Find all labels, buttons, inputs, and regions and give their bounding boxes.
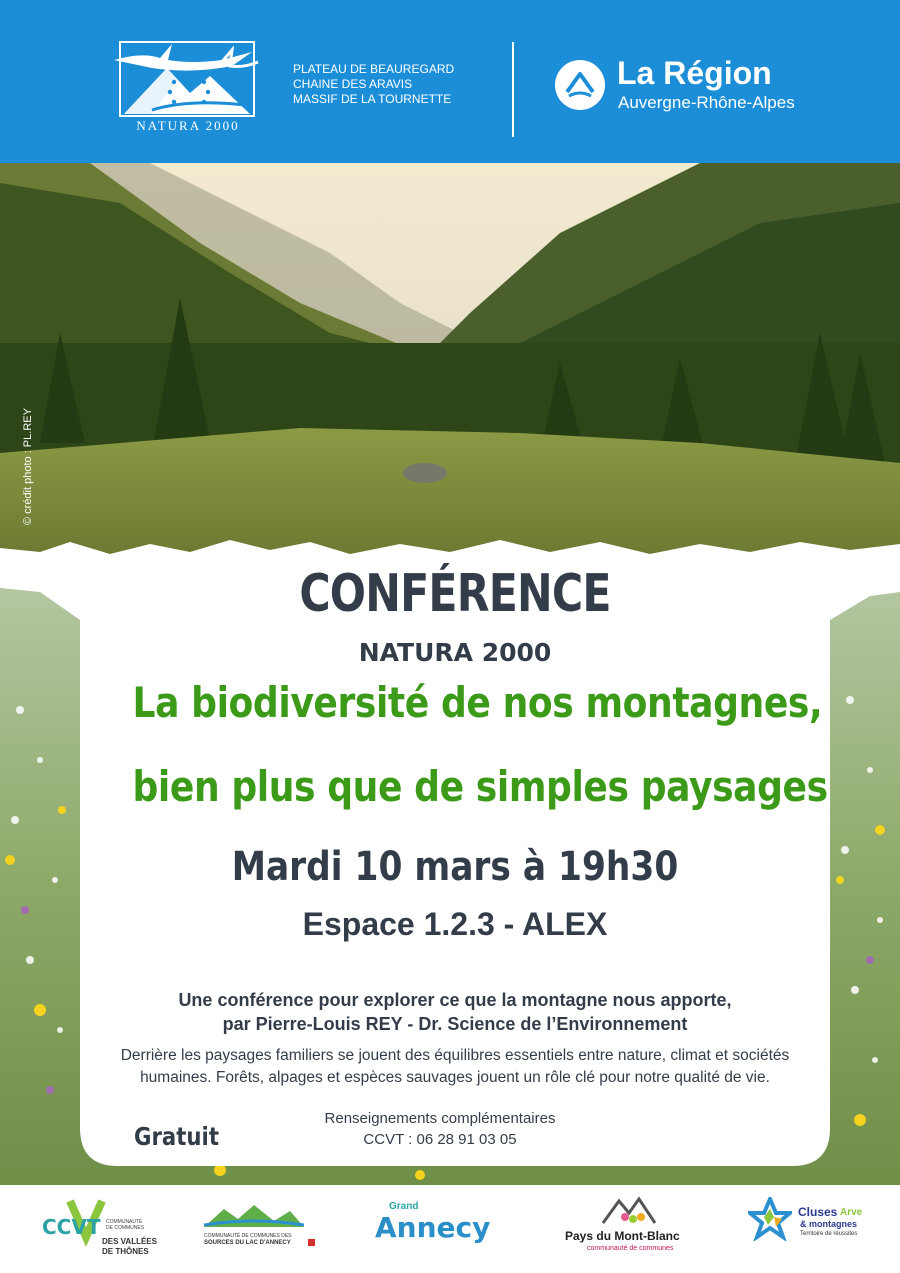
cluses-montagnes: & montagnes — [800, 1219, 858, 1229]
cluses-arve: Arve — [840, 1207, 863, 1218]
site-name: MASSIF DE LA TOURNETTE — [293, 92, 452, 106]
event-date: Mardi 10 mars à 19h30 — [231, 844, 679, 890]
event-type: CONFÉRENCE — [299, 564, 611, 624]
sources-small-text: COMMUNAUTÉ DE COMMUNES DES — [204, 1233, 292, 1239]
sources-lac-annecy-logo — [200, 1203, 320, 1263]
ccvt-logo — [42, 1197, 157, 1265]
grand-annecy-small: Grand — [389, 1201, 419, 1212]
region-name: La Région — [617, 55, 772, 91]
site-name: CHAINE DES ARAVIS — [293, 77, 413, 91]
site-name: PLATEAU DE BEAUREGARD — [293, 62, 455, 76]
pays-mont-blanc-logo — [565, 1195, 695, 1263]
event-place: Espace 1.2.3 - ALEX — [302, 906, 608, 942]
photo-credit: © crédit photo : PL.REY — [22, 408, 34, 525]
region-logo-icon — [555, 60, 605, 110]
sources-name: SOURCES DU LAC D'ANNECY — [204, 1240, 291, 1246]
cluses-name: Cluses — [798, 1205, 838, 1219]
pmb-name: Pays du Mont-Blanc — [565, 1229, 680, 1243]
natura-2000-logo-text: NATURA 2000 — [136, 118, 240, 133]
grand-annecy-logo — [375, 1201, 515, 1251]
grand-annecy-name: Annecy — [375, 1211, 491, 1244]
savoie-flag-icon — [308, 1239, 315, 1246]
price-label: Gratuit — [134, 1122, 219, 1151]
cluses-arve-montagnes-logo — [748, 1197, 878, 1257]
header-banner — [0, 0, 900, 163]
intro-line: par Pierre-Louis REY - Dr. Science de l’Environnement — [222, 1014, 688, 1034]
event-headline-line1: La biodiversité de nos montagnes, — [132, 678, 823, 727]
ccvt-name-line: DES VALLÉES — [102, 1237, 157, 1246]
event-details — [80, 560, 830, 1160]
event-intro — [80, 988, 830, 1036]
contact-phone: CCVT : 06 28 91 03 05 — [363, 1131, 517, 1148]
header-divider — [512, 42, 514, 137]
ccvt-short-name: CCVT — [42, 1215, 101, 1239]
ccvt-small-text: COMMUNAUTÉ DE COMMUNES — [106, 1219, 145, 1231]
event-description — [80, 1045, 830, 1089]
contact-label: Renseignements complémentaires — [324, 1110, 556, 1127]
description-line: Derrière les paysages familiers se jouent des équilibres essentiels entre nature, climat et sociétés — [120, 1047, 790, 1064]
contact-info — [270, 1108, 610, 1150]
ccvt-name-line: DE THÔNES — [102, 1247, 149, 1256]
event-subtitle: NATURA 2000 — [358, 638, 552, 667]
intro-line: Une conférence pour explorer ce que la montagne nous apporte, — [178, 990, 732, 1010]
event-headline-line2: bien plus que de simples paysages — [132, 762, 828, 811]
description-line: humaines. Forêts, alpages et espèces sauvages jouent un rôle clé pour notre qualité de vie. — [140, 1069, 770, 1086]
partner-logos — [0, 1185, 900, 1273]
region-subtitle: Auvergne-Rhône-Alpes — [618, 93, 795, 112]
site-list — [293, 62, 454, 107]
pmb-sub: communauté de communes — [587, 1245, 674, 1252]
cluses-tagline: Territoire de réussites — [800, 1231, 858, 1237]
